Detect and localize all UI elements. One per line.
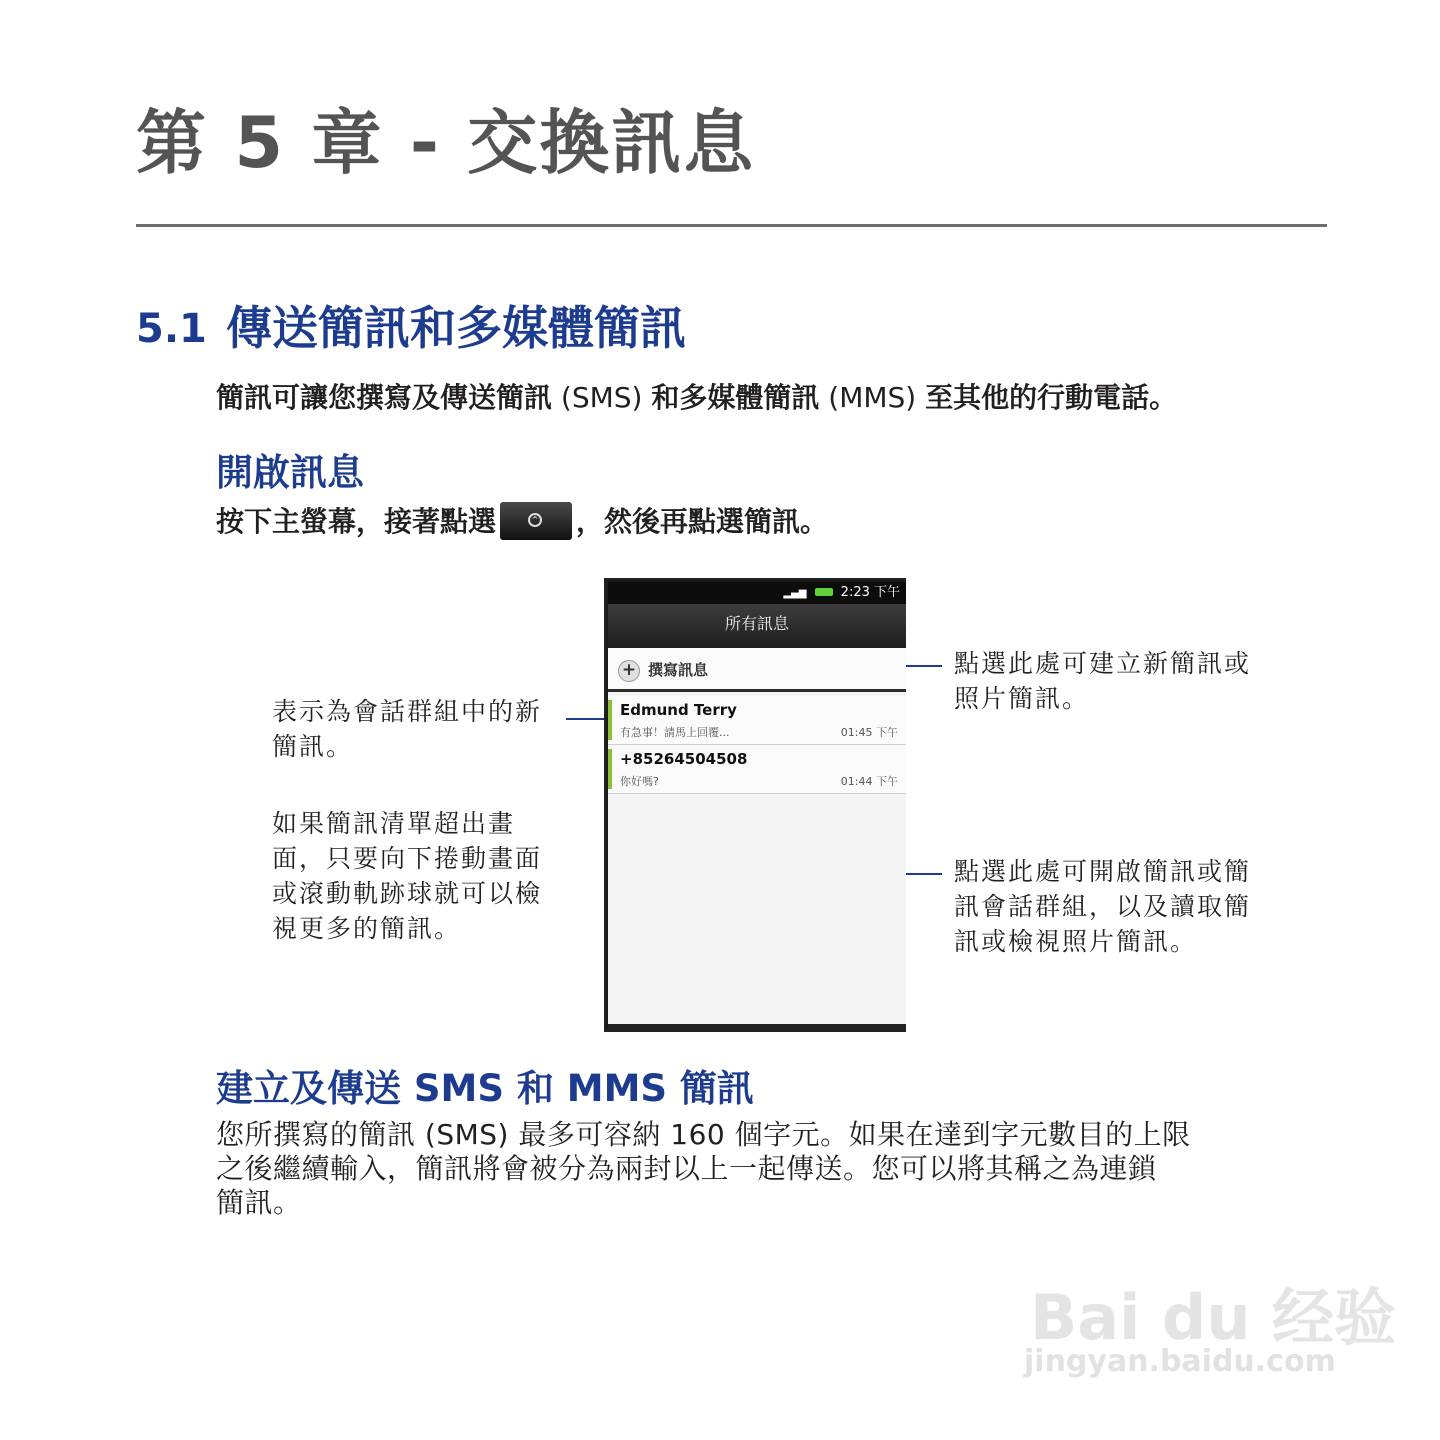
create-sms-paragraph bbox=[216, 1118, 1191, 1220]
callout-line: 訊或檢視照片簡訊。 bbox=[954, 927, 1198, 956]
status-bar bbox=[608, 582, 906, 604]
callout-line: 照片簡訊。 bbox=[954, 684, 1090, 713]
chapter-divider bbox=[136, 224, 1327, 227]
chapter-title: 第 5 章 - 交換訊息 bbox=[136, 102, 756, 184]
thread-preview: 你好嗎? bbox=[620, 775, 659, 788]
unread-indicator bbox=[608, 749, 612, 789]
unread-indicator bbox=[608, 700, 612, 740]
baidu-watermark-logo: Bai du 经验 bbox=[1030, 1281, 1397, 1354]
callout-compose bbox=[954, 646, 1251, 716]
thread-contact: Edmund Terry bbox=[620, 701, 737, 719]
create-sms-heading: 建立及傳送 SMS 和 MMS 簡訊 bbox=[216, 1067, 754, 1110]
intro-text-3: 和多媒體簡訊 bbox=[651, 381, 820, 414]
callout-line: 簡訊。 bbox=[272, 732, 354, 761]
baidu-watermark-url: jingyan.baidu.com bbox=[1024, 1344, 1336, 1379]
callout-line: 視更多的簡訊。 bbox=[272, 914, 462, 943]
message-thread-row[interactable] bbox=[608, 696, 906, 745]
thread-time: 01:44 下午 bbox=[840, 775, 898, 788]
battery-icon bbox=[815, 588, 833, 596]
paragraph-line: 您所撰寫的簡訊 (SMS) 最多可容納 160 個字元。如果在達到字元數目的上限 bbox=[216, 1118, 1191, 1151]
intro-text-5: 至其他的行動電話。 bbox=[925, 381, 1178, 414]
messages-title-bar: 所有訊息 bbox=[608, 604, 906, 648]
intro-text-1: 簡訊可讓您撰寫及傳送簡訊 bbox=[216, 381, 553, 414]
intro-text-2: (SMS) bbox=[552, 381, 652, 414]
message-thread-row[interactable] bbox=[608, 745, 906, 794]
compose-message-row[interactable] bbox=[608, 648, 906, 692]
intro-paragraph bbox=[216, 380, 1177, 416]
callout-line: 訊會話群組，以及讀取簡 bbox=[954, 892, 1252, 921]
open-text-before: 按下主螢幕，接著點選 bbox=[216, 505, 497, 538]
status-time: 2:23 下午 bbox=[840, 585, 900, 600]
phone-screen bbox=[608, 582, 906, 1030]
section-number: 5.1 bbox=[136, 306, 207, 352]
callout-new-message bbox=[272, 694, 542, 764]
paragraph-line: 簡訊。 bbox=[216, 1186, 302, 1219]
intro-text-4: (MMS) bbox=[819, 381, 926, 414]
all-apps-button-icon: ^ bbox=[500, 502, 572, 540]
open-messages-heading: 開啟訊息 bbox=[216, 451, 364, 494]
open-instructions bbox=[216, 504, 828, 542]
thread-time: 01:45 下午 bbox=[840, 726, 898, 739]
callout-line: 或滾動軌跡球就可以檢 bbox=[272, 879, 543, 908]
phone-screenshot bbox=[604, 578, 906, 1032]
callout-line: 點選此處可建立新簡訊或 bbox=[954, 649, 1252, 678]
compose-label: 撰寫訊息 bbox=[648, 661, 709, 679]
thread-contact: +85264504508 bbox=[620, 750, 748, 768]
signal-icon: ▂▄▆ bbox=[783, 588, 807, 599]
plus-icon: + bbox=[618, 660, 640, 682]
callout-line: 點選此處可開啟簡訊或簡 bbox=[954, 857, 1252, 886]
callout-leader-line bbox=[566, 718, 606, 720]
callout-line: 面，只要向下捲動畫面 bbox=[272, 844, 543, 873]
callout-scroll bbox=[272, 806, 542, 946]
thread-preview: 有急事！請馬上回覆... bbox=[620, 726, 730, 739]
open-text-after: ，然後再點選簡訊。 bbox=[576, 505, 829, 538]
callout-line: 表示為會話群組中的新 bbox=[272, 697, 543, 726]
callout-line: 如果簡訊清單超出畫 bbox=[272, 809, 516, 838]
phone-bottom-bar bbox=[608, 1024, 906, 1030]
section-title: 傳送簡訊和多媒體簡訊 bbox=[226, 301, 686, 355]
callout-open-thread bbox=[954, 854, 1251, 959]
paragraph-line: 之後繼續輸入，簡訊將會被分為兩封以上一起傳送。您可以將其稱之為連鎖 bbox=[216, 1152, 1157, 1185]
